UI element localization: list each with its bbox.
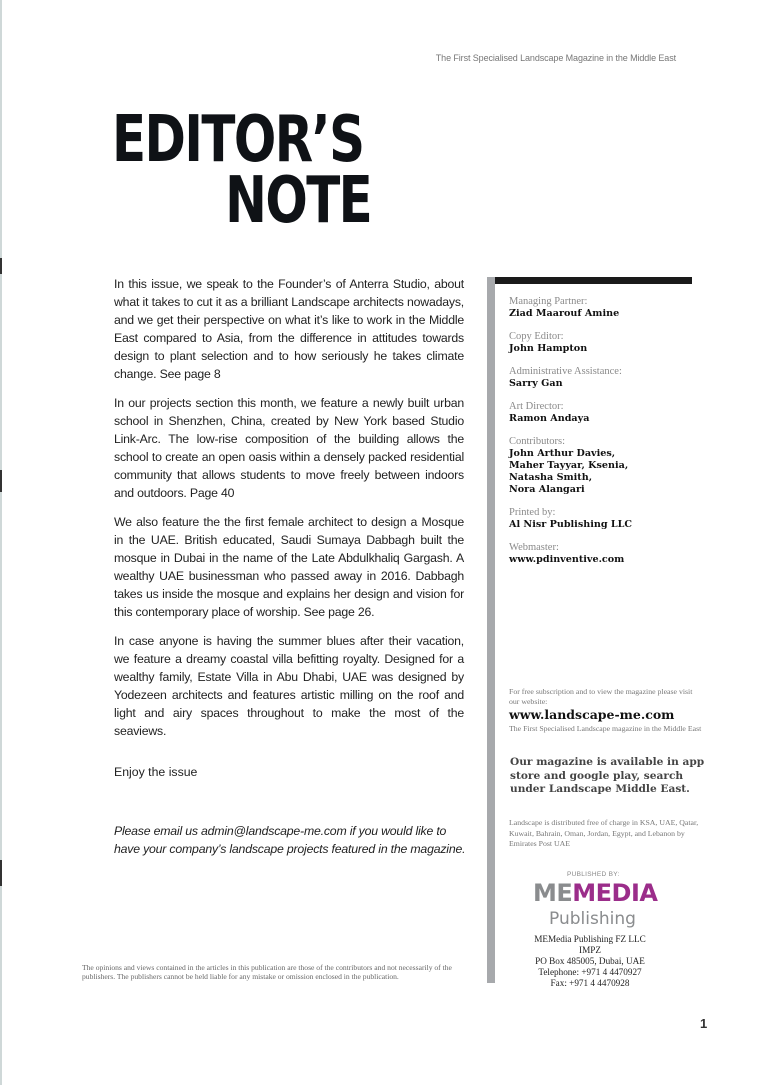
- editorial-paragraph: We also feature the the first female architect to design a Mosque in the UAE. British educated, Saudi Sumaya Dabbagh built the mosque in Dubai in the name of the Late Abdulkhaliq Gargash. A wealthy UAE businessman who passed away in 2016. Dabbagh takes us inside the mosque and explains her design and vision for this contemporary place of worship. See page 26.: [114, 515, 464, 619]
- logo-media-text: MEDIA: [572, 879, 658, 907]
- page-edge-mark: [0, 860, 2, 886]
- staff-entry: [509, 542, 709, 566]
- staff-name: Al Nisr Publishing LLC: [509, 519, 632, 530]
- logo-publishing-text: Publishing: [549, 909, 636, 929]
- page-number: 1: [700, 1016, 708, 1031]
- staff-name: John Arthur Davies, Maher Tayyar, Ksenia, Natasha Smith, Nora Alangari: [509, 448, 629, 495]
- publisher-name: MEMedia Publishing FZ LLC: [534, 934, 646, 944]
- masthead-staff-list: [509, 296, 709, 577]
- staff-entry: [509, 507, 709, 531]
- publisher-address: PO Box 485005, Dubai, UAE: [535, 956, 645, 966]
- editorial-paragraph: In this issue, we speak to the Founder’s of Anterra Studio, about what it takes to cut it as a brilliant Landscape architects nowadays, and we get their perspective on what it’s like to work in the Middle East compared to Asia, from the difference in attitudes towards design to plant selection and to how seriously he takes climate change. See page 8: [114, 277, 464, 381]
- publisher-telephone: Telephone: +971 4 4470927: [538, 967, 642, 977]
- disclaimer: The opinions and views contained in the articles in this publication are those of the contributors and not necessarily of the publishers. The publishers cannot be held liable for any mistake or omission enclosed in the publication.: [82, 963, 452, 981]
- publisher-contact: [527, 934, 653, 989]
- staff-entry: [509, 296, 709, 320]
- memedia-logo: [533, 879, 657, 907]
- staff-name: Sarry Gan: [509, 378, 563, 389]
- email-note: Please email us admin@landscape-me.com if you would like to have your company’s landscape projects featured in the magazine.: [114, 824, 466, 856]
- staff-role: Administrative Assistance:: [509, 366, 622, 377]
- publisher-zone: IMPZ: [579, 945, 601, 955]
- website-link[interactable]: www.landscape-me.com: [509, 707, 675, 722]
- sidebar-top-bar: [494, 277, 692, 284]
- app-availability-note: Our magazine is available in app store and google play, search under Landscape Middle East.: [510, 756, 705, 795]
- page-edge-mark: [0, 470, 2, 492]
- staff-role: Copy Editor:: [509, 331, 564, 342]
- sidebar-vertical-bar: [487, 277, 495, 983]
- staff-name: Ramon Andaya: [509, 413, 590, 424]
- staff-role: Contributors:: [509, 436, 566, 447]
- staff-role: Managing Partner:: [509, 296, 588, 307]
- staff-name: Ziad Maarouf Amine: [509, 308, 620, 319]
- editorial-paragraph: In case anyone is having the summer blues after their vacation, we feature a dreamy coastal villa befitting royalty. Designed for a wealthy family, Estate Villa in Abu Dhabi, UAE was designed by Yodezeen architects and features artistic milling on the roof and light and airy spaces throughout to make the most of the seaviews.: [114, 634, 464, 738]
- title-line-2: NOTE: [225, 164, 372, 238]
- published-by-label: PUBLISHED BY:: [567, 871, 620, 878]
- staff-entry: [509, 436, 709, 496]
- website-tagline: The First Specialised Landscape magazine in the Middle East: [509, 724, 702, 733]
- closing-line: Enjoy the issue: [114, 765, 198, 779]
- logo-me-text: ME: [533, 879, 573, 907]
- staff-role: Webmaster:: [509, 542, 559, 553]
- staff-entry: [509, 401, 709, 425]
- publisher-fax: Fax: +971 4 4470928: [550, 978, 630, 988]
- staff-entry: [509, 366, 709, 390]
- distribution-note: Landscape is distributed free of charge in KSA, UAE, Qatar, Kuwait, Bahrain, Oman, Jordan, Egypt, and Lebanon by Emirates Post UAE: [509, 818, 699, 848]
- staff-role: Printed by:: [509, 507, 556, 518]
- subscription-note: For free subscription and to view the magazine please visit our website:: [509, 687, 693, 706]
- staff-role: Art Director:: [509, 401, 564, 412]
- staff-entry: [509, 331, 709, 355]
- title-line-1: EDITOR’S: [112, 103, 364, 177]
- magazine-tagline: The First Specialised Landscape Magazine in the Middle East: [435, 53, 676, 63]
- page-title: [112, 103, 372, 238]
- editorial-body: [114, 275, 464, 751]
- page-edge-mark: [0, 258, 2, 274]
- editorial-paragraph: In our projects section this month, we feature a newly built urban school in Shenzhen, China, created by New York based Studio Link-Arc. The low-rise composition of the building allows the school to create an open oasis within a densely packed residential community that allows students to move freely between indoors and outdoors. Page 40: [114, 396, 464, 500]
- staff-name: www.pdinventive.com: [509, 554, 625, 565]
- staff-name: John Hampton: [509, 343, 588, 354]
- page-edge-line: [0, 0, 2, 1085]
